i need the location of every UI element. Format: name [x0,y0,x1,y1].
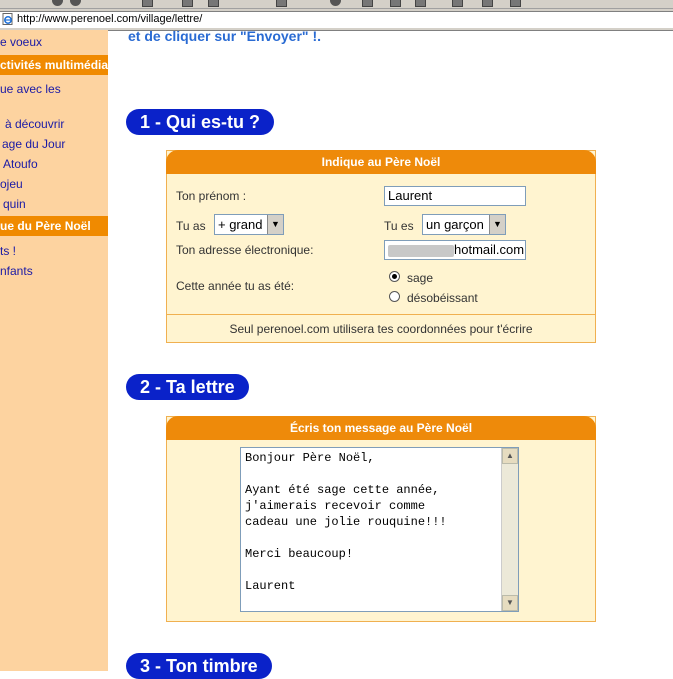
address-url[interactable]: http://www.perenoel.com/village/lettre/ [17,13,203,25]
first-name-label: Ton prénom : [176,189,247,203]
address-field[interactable] [0,11,673,28]
sidebar-item-atoufo[interactable]: Atoufo [3,157,38,171]
sidebar-item-enfants[interactable]: nfants [0,264,33,278]
gender-select[interactable] [422,214,506,235]
letter-panel-header: Écris ton message au Père Noël [166,416,596,440]
first-name-field[interactable]: Laurent [384,186,526,206]
favorites-icon[interactable] [276,0,287,7]
letter-scrollbar[interactable] [501,448,518,611]
left-sidebar [0,30,108,671]
behavior-option-sage-label: sage [407,271,434,285]
email-label: Ton adresse électronique: [176,243,314,257]
identity-panel [166,150,596,343]
section-title-ton-timbre: 3 - Ton timbre [126,653,272,679]
chevron-down-icon[interactable]: ▼ [489,215,505,234]
history-icon[interactable] [330,0,341,6]
section-title-qui-es-tu: 1 - Qui es-tu ? [126,109,274,135]
letter-textarea[interactable] [240,447,519,612]
print-icon[interactable] [390,0,401,7]
address-bar [0,9,673,31]
email-redacted-blur [388,245,454,257]
gender-select-value: un garçon [426,217,484,232]
behavior-radio-sage[interactable] [389,271,400,282]
email-field[interactable] [384,240,526,260]
scroll-down-icon[interactable]: ▼ [502,595,518,611]
privacy-footnote: Seul perenoel.com utilisera tes coordonnées pour t'écrire [229,322,533,336]
gender-label: Tu es [384,219,414,233]
sidebar-item-voeux[interactable]: e voeux [0,35,43,49]
scroll-up-icon[interactable]: ▲ [502,448,518,464]
ie-page-icon [2,13,14,25]
back-icon[interactable] [52,0,63,6]
forward-icon[interactable] [70,0,81,6]
browser-toolbar [0,0,673,9]
chevron-down-icon[interactable]: ▼ [267,215,283,234]
sidebar-item-activites-multimedia[interactable]: ctivités multimédia [0,55,108,75]
section-title-ta-lettre: 2 - Ta lettre [126,374,249,400]
discuss-icon[interactable] [452,0,463,7]
intro-text: et de cliquer sur "Envoyer" !. [128,28,321,44]
refresh-icon[interactable] [182,0,193,7]
letter-message: Bonjour Père Noël, Ayant été sage cette année, j'aimerais recevoir comme cadeau une jolie rouquine!!! Merci beaucoup! Laurent [245,451,447,593]
panel-divider [167,314,595,315]
sidebar-item-a-decouvrir[interactable]: à découvrir [5,117,65,131]
height-select[interactable] [214,214,284,235]
identity-panel-header: Indique au Père Noël [166,150,596,174]
sidebar-item-avec-les[interactable]: ue avec les [0,82,61,96]
mail-icon[interactable] [362,0,373,7]
edit-icon[interactable] [415,0,426,7]
sidebar-item-jeu[interactable]: ojeu [0,177,23,191]
stop-icon[interactable] [142,0,153,7]
behavior-radio-desobeissant[interactable] [389,291,400,302]
sidebar-item-quin[interactable]: quin [3,197,26,211]
behavior-option-desobeissant-label: désobéissant [407,291,478,305]
height-label: Tu as [176,219,206,233]
sidebar-item-page-du-jour[interactable]: age du Jour [2,137,66,151]
sidebar-item-pere-noel[interactable]: ue du Père Noël [0,216,108,236]
home-icon[interactable] [208,0,219,7]
behavior-label: Cette année tu as été: [176,279,295,293]
tools-icon[interactable] [510,0,521,7]
messenger-icon[interactable] [482,0,493,7]
email-field-value: hotmail.com [454,242,525,257]
sidebar-item-ts[interactable]: ts ! [0,244,17,258]
height-select-value: + grand [218,217,263,232]
